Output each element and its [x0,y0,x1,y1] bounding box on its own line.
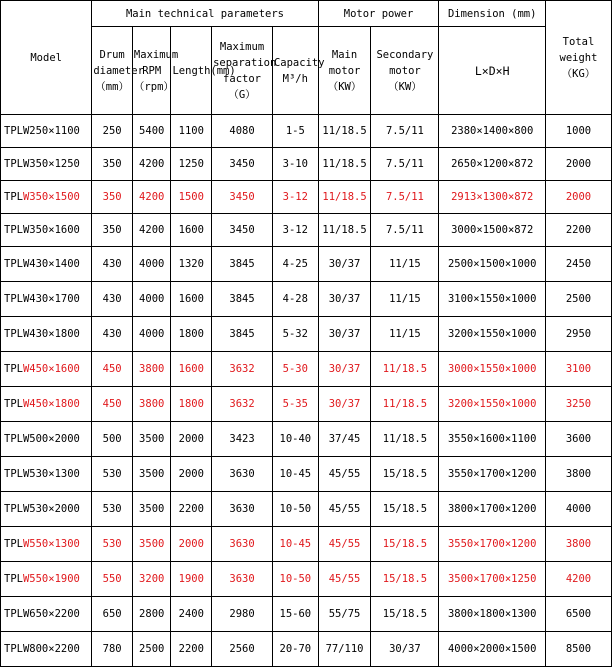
cell-length: 1500 [171,181,212,214]
cell-main-motor: 45/55 [318,562,371,597]
cell-capacity: 4-25 [272,247,318,282]
cell-rpm: 3800 [132,352,171,387]
header-capacity: Capacity M³/h [272,27,318,115]
table-row [1,282,612,317]
table-row [1,527,612,562]
cell-length: 2000 [171,422,212,457]
cell-main-motor: 77/110 [318,632,371,667]
cell-dimension: 3200×1550×1000 [439,387,546,422]
model-prefix: TPL [4,190,23,203]
cell-sec-motor: 11/18.5 [371,422,439,457]
cell-sec-motor: 15/18.5 [371,527,439,562]
cell-weight: 2000 [545,148,611,181]
table-row [1,422,612,457]
cell-main-motor: 11/18.5 [318,148,371,181]
cell-sep: 2980 [212,597,273,632]
cell-rpm: 4000 [132,282,171,317]
cell-sec-motor: 11/15 [371,247,439,282]
cell-capacity: 1-5 [272,115,318,148]
cell-sep: 3450 [212,148,273,181]
cell-capacity: 3-12 [272,181,318,214]
table-row [1,457,612,492]
cell-rpm: 2500 [132,632,171,667]
cell-sep: 3632 [212,387,273,422]
cell-dimension: 3000×1500×872 [439,214,546,247]
cell-length: 1600 [171,282,212,317]
cell-drum: 430 [92,317,133,352]
cell-model: TPLW430×1400 [1,247,92,282]
cell-model [1,387,92,422]
cell-main-motor: 55/75 [318,597,371,632]
cell-length: 1250 [171,148,212,181]
cell-dimension: 3800×1800×1300 [439,597,546,632]
cell-main-motor: 11/18.5 [318,214,371,247]
cell-main-motor: 30/37 [318,387,371,422]
header-main-params: Main technical parameters [92,1,318,27]
cell-weight: 4200 [545,562,611,597]
cell-length: 1600 [171,214,212,247]
model-suffix: W450×1800 [22,397,80,410]
cell-length: 1800 [171,387,212,422]
cell-drum: 350 [92,214,133,247]
cell-capacity: 5-35 [272,387,318,422]
table-row [1,597,612,632]
cell-main-motor: 11/18.5 [318,181,371,214]
cell-model: TPLW350×1600 [1,214,92,247]
cell-main-motor: 37/45 [318,422,371,457]
cell-main-motor: 30/37 [318,247,371,282]
model-suffix: W550×1900 [22,572,80,585]
cell-drum: 500 [92,422,133,457]
cell-weight: 2950 [545,317,611,352]
cell-sep: 3450 [212,181,273,214]
cell-capacity: 10-45 [272,527,318,562]
model-prefix: TPL [4,537,23,550]
cell-model: TPLW430×1800 [1,317,92,352]
cell-sec-motor: 7.5/11 [371,115,439,148]
cell-weight: 6500 [545,597,611,632]
cell-length: 1100 [171,115,212,148]
cell-rpm: 4200 [132,148,171,181]
table-row [1,632,612,667]
table-row [1,214,612,247]
table-row [1,492,612,527]
cell-weight: 2000 [545,181,611,214]
header-dimension: Dimension (mm) [439,1,546,27]
cell-main-motor: 45/55 [318,492,371,527]
cell-dimension: 3000×1550×1000 [439,352,546,387]
cell-model: TPLW650×2200 [1,597,92,632]
cell-capacity: 15-60 [272,597,318,632]
table-body [1,115,612,667]
cell-capacity: 20-70 [272,632,318,667]
cell-length: 1600 [171,352,212,387]
cell-weight: 3250 [545,387,611,422]
model-prefix: TPL [4,397,23,410]
cell-sec-motor: 15/18.5 [371,492,439,527]
cell-weight: 1000 [545,115,611,148]
cell-sec-motor: 11/18.5 [371,352,439,387]
header-row-group [1,1,612,27]
cell-main-motor: 45/55 [318,457,371,492]
cell-main-motor: 30/37 [318,317,371,352]
table-row [1,317,612,352]
cell-drum: 430 [92,282,133,317]
model-prefix: TPL [4,572,23,585]
cell-sep: 3845 [212,282,273,317]
cell-model: TPLW250×1100 [1,115,92,148]
cell-sec-motor: 30/37 [371,632,439,667]
cell-model [1,562,92,597]
cell-capacity: 10-45 [272,457,318,492]
cell-model: TPLW800×2200 [1,632,92,667]
cell-dimension: 2380×1400×800 [439,115,546,148]
cell-main-motor: 30/37 [318,352,371,387]
cell-length: 2400 [171,597,212,632]
table-row [1,181,612,214]
cell-weight: 3800 [545,527,611,562]
cell-rpm: 3200 [132,562,171,597]
cell-rpm: 4200 [132,214,171,247]
cell-sec-motor: 15/18.5 [371,457,439,492]
cell-sec-motor: 11/15 [371,317,439,352]
model-prefix: TPL [4,362,23,375]
model-suffix: W450×1600 [22,362,80,375]
cell-drum: 430 [92,247,133,282]
cell-rpm: 4200 [132,181,171,214]
cell-dimension: 3500×1700×1250 [439,562,546,597]
cell-capacity: 3-12 [272,214,318,247]
cell-sep: 3845 [212,317,273,352]
table-row [1,115,612,148]
cell-rpm: 2800 [132,597,171,632]
header-row-sub [1,27,612,115]
cell-dimension: 4000×2000×1500 [439,632,546,667]
cell-capacity: 10-50 [272,562,318,597]
cell-model: TPLW530×1300 [1,457,92,492]
cell-drum: 450 [92,387,133,422]
cell-rpm: 3800 [132,387,171,422]
cell-weight: 8500 [545,632,611,667]
cell-capacity: 5-32 [272,317,318,352]
cell-drum: 450 [92,352,133,387]
cell-sep: 3630 [212,457,273,492]
cell-sep: 3630 [212,492,273,527]
header-max-rpm: Maximum RPM （rpm） [132,27,171,115]
cell-sec-motor: 11/18.5 [371,387,439,422]
cell-capacity: 3-10 [272,148,318,181]
header-secondary-motor: Secondary motor （KW） [371,27,439,115]
header-motor-power: Motor power [318,1,439,27]
cell-drum: 250 [92,115,133,148]
cell-main-motor: 11/18.5 [318,115,371,148]
cell-sep: 2560 [212,632,273,667]
cell-sep: 3630 [212,527,273,562]
cell-rpm: 4000 [132,317,171,352]
cell-weight: 3800 [545,457,611,492]
cell-length: 2000 [171,527,212,562]
header-dimension-sub: L×D×H [439,27,546,115]
header-length: Length(mm) [171,27,212,115]
cell-sep: 3630 [212,562,273,597]
cell-main-motor: 30/37 [318,282,371,317]
cell-rpm: 3500 [132,457,171,492]
cell-sec-motor: 7.5/11 [371,181,439,214]
table-row [1,247,612,282]
cell-drum: 530 [92,527,133,562]
cell-model: TPLW500×2000 [1,422,92,457]
cell-model: TPLW430×1700 [1,282,92,317]
cell-rpm: 4000 [132,247,171,282]
model-suffix: W350×1500 [22,190,80,203]
cell-sec-motor: 15/18.5 [371,597,439,632]
header-total-weight: Total weight （KG） [545,1,611,115]
header-max-sep-factor: Maximum separation factor （G） [212,27,273,115]
table-row [1,562,612,597]
cell-model [1,527,92,562]
cell-model [1,181,92,214]
cell-length: 1800 [171,317,212,352]
cell-capacity: 10-40 [272,422,318,457]
cell-sep: 4080 [212,115,273,148]
cell-sec-motor: 7.5/11 [371,148,439,181]
cell-drum: 350 [92,148,133,181]
cell-model [1,352,92,387]
cell-dimension: 3100×1550×1000 [439,282,546,317]
cell-dimension: 3550×1700×1200 [439,457,546,492]
cell-length: 2200 [171,632,212,667]
header-drum-diameter: Drum diameter （mm） [92,27,133,115]
header-main-motor: Main motor （KW） [318,27,371,115]
cell-length: 2000 [171,457,212,492]
cell-drum: 350 [92,181,133,214]
cell-dimension: 2500×1500×1000 [439,247,546,282]
cell-sep: 3423 [212,422,273,457]
cell-sep: 3845 [212,247,273,282]
cell-weight: 2450 [545,247,611,282]
cell-weight: 2500 [545,282,611,317]
cell-length: 1900 [171,562,212,597]
cell-sec-motor: 7.5/11 [371,214,439,247]
cell-rpm: 3500 [132,492,171,527]
cell-dimension: 3200×1550×1000 [439,317,546,352]
cell-model: TPLW350×1250 [1,148,92,181]
cell-weight: 3600 [545,422,611,457]
cell-sep: 3632 [212,352,273,387]
cell-capacity: 4-28 [272,282,318,317]
cell-drum: 530 [92,492,133,527]
cell-dimension: 3800×1700×1200 [439,492,546,527]
cell-weight: 3100 [545,352,611,387]
cell-dimension: 3550×1700×1200 [439,527,546,562]
cell-dimension: 2913×1300×872 [439,181,546,214]
table-row [1,148,612,181]
cell-drum: 530 [92,457,133,492]
cell-main-motor: 45/55 [318,527,371,562]
table-row [1,387,612,422]
cell-length: 2200 [171,492,212,527]
cell-weight: 2200 [545,214,611,247]
cell-sec-motor: 11/15 [371,282,439,317]
cell-rpm: 3500 [132,422,171,457]
cell-sec-motor: 15/18.5 [371,562,439,597]
header-model: Model [1,1,92,115]
table-row [1,352,612,387]
model-suffix: W550×1300 [22,537,80,550]
cell-sep: 3450 [212,214,273,247]
cell-drum: 650 [92,597,133,632]
cell-rpm: 3500 [132,527,171,562]
cell-dimension: 2650×1200×872 [439,148,546,181]
cell-weight: 4000 [545,492,611,527]
cell-drum: 550 [92,562,133,597]
cell-drum: 780 [92,632,133,667]
cell-capacity: 5-30 [272,352,318,387]
cell-rpm: 5400 [132,115,171,148]
cell-capacity: 10-50 [272,492,318,527]
cell-length: 1320 [171,247,212,282]
cell-dimension: 3550×1600×1100 [439,422,546,457]
cell-model: TPLW530×2000 [1,492,92,527]
